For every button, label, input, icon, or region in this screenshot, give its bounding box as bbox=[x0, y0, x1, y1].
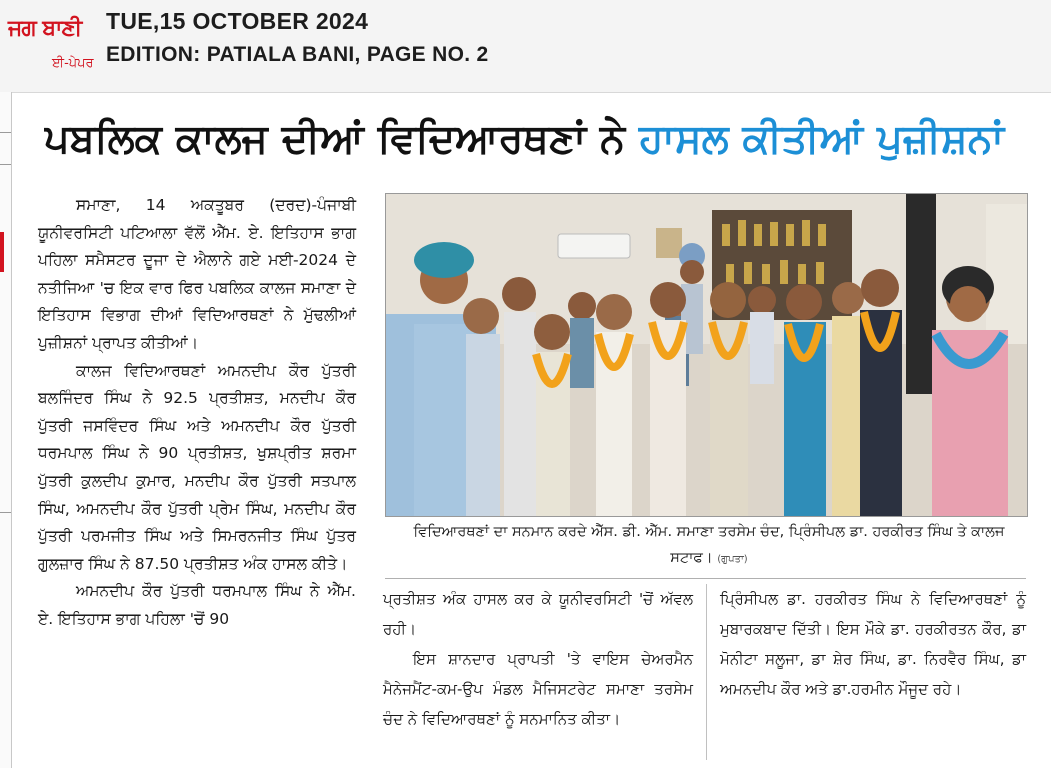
headline-main: ਪਬਲਿਕ ਕਾਲਜ ਦੀਆਂ ਵਿਦਿਆਰਥਣਾਂ ਨੇ bbox=[44, 116, 639, 162]
article-headline bbox=[44, 108, 1034, 170]
article-column-middle bbox=[383, 584, 693, 734]
divider bbox=[385, 578, 1026, 579]
logo-text: ਜਗ ਬਾਣੀ bbox=[8, 16, 82, 41]
divider bbox=[0, 132, 11, 133]
adjacent-article-edge bbox=[0, 92, 12, 768]
divider bbox=[0, 164, 11, 165]
article-photo bbox=[385, 193, 1028, 517]
photo-credit: (ਗੁਪਤਾ) bbox=[717, 554, 748, 565]
article-column-right bbox=[720, 584, 1026, 704]
photo-caption bbox=[392, 519, 1026, 573]
divider bbox=[0, 512, 11, 513]
edition-info: EDITION: PATIALA BANI, PAGE NO. 2 bbox=[106, 43, 489, 66]
paragraph: ਇਸ ਸ਼ਾਨਦਾਰ ਪ੍ਰਾਪਤੀ 'ਤੇ ਵਾਇਸ ਚੇਅਰਮੈਨ ਮੈਨੇਜਮੈਂਟ-ਕਮ-ਉਪ ਮੰਡਲ ਮੈਜਿਸਟਰੇਟ ਸਮਾਣਾ ਤਰਸੇਮ ਚੰਦ ਨੇ ਵਿਦਿਆਰਥਣਾਂ ਨੂੰ ਸਨਮਾਨਿਤ ਕੀਤਾ। bbox=[383, 650, 693, 728]
paragraph: ਪ੍ਰਿੰਸੀਪਲ ਡਾ. ਹਰਕੀਰਤ ਸਿੰਘ ਨੇ ਵਿਦਿਆਰਥਣਾਂ ਨੂੰ ਮੁਬਾਰਕਬਾਦ ਦਿੱਤੀ। ਇਸ ਮੌਕੇ ਡਾ. ਹਰਕੀਰਤਨ ਕੌਰ, ਡਾ ਮੋਨੀਟਾ ਸਲੂਜਾ, ਡਾ ਸ਼ੇਰ ਸਿੰਘ, ਡਾ. ਨਿਰਵੈਰ ਸਿੰਘ, ਡਾ ਅਮਨਦੀਪ ਕੌਰ ਅਤੇ ਡਾ.ਹਰਮੀਨ ਮੌਜੂਦ ਰਹੇ। bbox=[720, 590, 1026, 698]
paragraph: ਅਮਨਦੀਪ ਕੌਰ ਪੁੱਤਰੀ ਧਰਮਪਾਲ ਸਿੰਘ ਨੇ ਐੱਮ. ਏ. ਇਤਿਹਾਸ ਭਾਗ ਪਹਿਲਾ 'ਚੋਂ 90 bbox=[38, 582, 356, 628]
paragraph: ਸਮਾਣਾ, 14 ਅਕਤੂਬਰ (ਦਰਦ)-ਪੰਜਾਬੀ ਯੂਨੀਵਰਸਿਟੀ ਪਟਿਆਲਾ ਵੱਲੋਂ ਐੱਮ. ਏ. ਇਤਿਹਾਸ ਭਾਗ ਪਹਿਲਾ ਸਮੈਸਟਰ ਦੂਜਾ ਦੇ ਐਲਾਨੇ ਗਏ ਮਈ-2024 ਦੇ ਨਤੀਜਿਆ 'ਚ ਇਕ ਵਾਰ ਫਿਰ ਪਬਲਿਕ ਕਾਲਜ ਸਮਾਣਾ ਦੇ ਇਤਿਹਾਸ ਵਿਭਾਗ ਦੀਆਂ ਵਿਦਿਆਰਥਣਾਂ ਨੇ ਮੁੱਢਲੀਆਂ ਪੁਜ਼ੀਸ਼ਨਾਂ ਪ੍ਰਾਪਤ ਕੀਤੀਆਂ। bbox=[38, 196, 356, 352]
paragraph: ਕਾਲਜ ਵਿਦਿਆਰਥਣਾਂ ਅਮਨਦੀਪ ਕੌਰ ਪੁੱਤਰੀ ਬਲਜਿੰਦਰ ਸਿੰਘ ਨੇ 92.5 ਪ੍ਰਤੀਸ਼ਤ, ਮਨਦੀਪ ਕੌਰ ਪੁੱਤਰੀ ਜਸਵਿੰਦਰ ਸਿੰਘ ਅਤੇ ਅਮਨਦੀਪ ਕੌਰ ਪੁੱਤਰੀ ਧਰਮਪਾਲ ਸਿੰਘ ਨੇ 90 ਪ੍ਰਤੀਸ਼ਤ, ਖੁਸ਼ਪ੍ਰੀਤ ਸ਼ਰਮਾ ਪੁੱਤਰੀ ਕੁਲਦੀਪ ਕੁਮਾਰ, ਮਨਦੀਪ ਕੌਰ ਪੁੱਤਰੀ ਸਤਪਾਲ ਸਿੰਘ, ਅਮਨਦੀਪ ਕੌਰ ਪੁੱਤਰੀ ਪ੍ਰੇਮ ਸਿੰਘ, ਮਨਦੀਪ ਕੌਰ ਪੁੱਤਰੀ ਪਰਮਜੀਤ ਸਿੰਘ ਅਤੇ ਸਿਮਰਨਜੀਤ ਸਿੰਘ ਪੁੱਤਰ ਗੁਲਜ਼ਾਰ ਸਿੰਘ ਨੇ 87.50 ਪ੍ਰਤੀਸ਼ਤ ਅੰਕ ਹਾਸਲ ਕੀਤੇ। bbox=[38, 361, 356, 573]
column-divider bbox=[706, 584, 707, 760]
headline-accent: ਹਾਸਲ ਕੀਤੀਆਂ ਪੁਜ਼ੀਸ਼ਨਾਂ bbox=[638, 116, 1004, 162]
article-column-left bbox=[38, 192, 356, 634]
newspaper-logo[interactable] bbox=[8, 6, 100, 86]
adjacent-article-mark bbox=[0, 232, 4, 272]
logo-subtext: ਈ-ਪੇਪਰ bbox=[52, 56, 94, 71]
group-photo-illustration bbox=[386, 194, 1027, 516]
paragraph: ਪ੍ਰਤੀਸ਼ਤ ਅੰਕ ਹਾਸਲ ਕਰ ਕੇ ਯੂਨੀਵਰਸਿਟੀ 'ਚੋਂ ਅੱਵਲ ਰਹੀ। bbox=[383, 590, 693, 638]
epaper-header bbox=[0, 0, 1051, 93]
edition-date: TUE,15 OCTOBER 2024 bbox=[106, 8, 369, 34]
caption-text: ਵਿਦਿਆਰਥਣਾਂ ਦਾ ਸਨਮਾਨ ਕਰਦੇ ਐੱਸ. ਡੀ. ਐੱਮ. ਸਮਾਣਾ ਤਰਸੇਮ ਚੰਦ, ਪ੍ਰਿੰਸੀਪਲ ਡਾ. ਹਰਕੀਰਤ ਸਿੰਘ ਤੇ ਕਾਲਜ ਸਟਾਫ। bbox=[413, 524, 1005, 566]
